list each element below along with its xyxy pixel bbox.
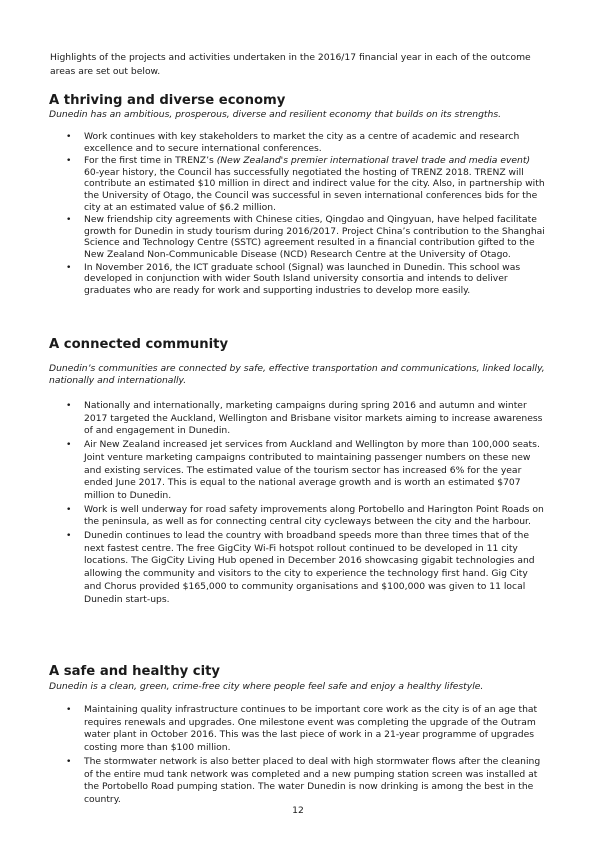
list-item-text: Air New Zealand increased jet services from Auckland and Wellington by more than 100,000 seats. Joint venture marketing campaigns contributed to maintaining passenger numbers on these new and existing services. The estimated value of the tourism sector has increased 6% for the year ended June 2017. This is equal to the national average growth and is worth an estimated $707 million to Dunedin.	[84, 439, 540, 501]
section-heading-safe: A safe and healthy city	[49, 664, 221, 679]
list-item-text: In November 2016, the ICT graduate school (Signal) was launched in Dunedin. This school was developed in conjunction with wider South Island university consortia and intends to deliver graduates who are ready for work and supporting industries to develop more easily.	[84, 261, 521, 296]
list-item	[66, 214, 546, 260]
list-item	[66, 530, 546, 606]
bullet-list-economy	[66, 131, 546, 297]
section-heading-economy: A thriving and diverse economy	[49, 93, 286, 108]
list-item	[66, 704, 546, 755]
list-item-text: Dunedin continues to lead the country with broadband speeds more than three times that of the next fastest centre. The free GigCity Wi-Fi hotspot rollout continued to be developed in 11 city locations. The GigCity Living Hub opened in December 2016 showcasing gigabit technologies and allowing the community and visitors to the city to experience the technology first hand. Gig City and Chorus provided $165,000 to community organisations and $100,000 was given to 11 local Dunedin start-ups.	[84, 530, 535, 605]
bullet-icon: •	[66, 261, 72, 273]
bullet-list-safe	[66, 704, 546, 808]
trenz-description: (New Zealand's premier international travel trade and media event)	[216, 155, 531, 167]
bullet-icon: •	[66, 400, 72, 411]
list-item	[66, 400, 546, 438]
section-subtitle-safe: Dunedin is a clean, green, crime-free city where people feel safe and enjoy a healthy lifestyle.	[49, 681, 484, 692]
list-item-text: The stormwater network is also better placed to deal with high stormwater flows after the cleaning of the entire mud tank network was completed and a new pumping station screen was installed at the Portobello Road pumping station. The water Dunedin is now drinking is among the best in the country.	[84, 755, 541, 805]
list-item-text: New friendship city agreements with Chinese cities, Qingdao and Qingyuan, have helped facilitate growth for Dunedin in study tourism during 2016/2017. Project China’s contribution to the Shanghai Science and Technology Centre (SSTC) agreement resulted in a financial contribution gifted to the New Zealand Non-Communicable Disease (NCD) Research Centre at the University of Otago.	[84, 214, 545, 260]
page-number: 12	[292, 805, 304, 816]
bullet-icon: •	[66, 755, 72, 767]
bullet-icon: •	[66, 131, 72, 142]
list-item	[66, 131, 546, 154]
list-item	[66, 155, 546, 213]
list-item-text: For the first time in TRENZ’s (New Zealand's premier international travel trade and media event) 60-year history, the Council has successfully negotiated the hosting of TRENZ 2018. TRENZ will contribute an estimated $10 million in direct and indirect value for the city. Also, in partnership with the University of Otago, the Council was successful in seven international conferences bids for the city at an estimated value of $6.2 million.	[84, 155, 545, 213]
section-subtitle-connected: Dunedin’s communities are connected by safe, effective transportation and communications, linked locally, nationally and internationally.	[49, 363, 545, 386]
list-item	[66, 756, 546, 807]
section-subtitle-economy: Dunedin has an ambitious, prosperous, diverse and resilient economy that builds on its strengths.	[49, 109, 502, 120]
bullet-list-connected	[66, 400, 546, 607]
bullet-icon: •	[66, 439, 72, 451]
bullet-icon: •	[66, 503, 72, 515]
list-item	[66, 504, 546, 529]
bullet-icon: •	[66, 155, 72, 167]
bullet-icon: •	[66, 214, 72, 226]
list-item	[66, 439, 546, 503]
list-item-text: Work is well underway for road safety improvements along Portobello and Harington Point Roads on the peninsula, as well as for connecting central city cycleways between the city and the harbour.	[84, 503, 544, 528]
list-item-text: Work continues with key stakeholders to market the city as a centre of academic and research excellence and to secure international conferences.	[84, 131, 520, 154]
list-item	[66, 262, 546, 297]
bullet-icon: •	[66, 704, 72, 715]
section-heading-connected: A connected community	[49, 337, 229, 352]
list-item-text: Nationally and internationally, marketing campaigns during spring 2016 and autumn and winter 2017 targeted the Auckland, Wellington and Brisbane visitor markets aiming to increase awareness of and engagement in Dunedin.	[84, 400, 543, 437]
bullet-icon: •	[66, 530, 72, 542]
list-item-text: Maintaining quality infrastructure continues to be important core work as the city is of an age that requires renewals and upgrades. One milestone event was completing the upgrade of the Outram water plant in October 2016. This was the last piece of work in a 21-year programme of upgrades costing more than $100 million.	[84, 704, 538, 754]
intro-paragraph: Highlights of the projects and activities undertaken in the 2016/17 financial year in each of the outcome areas are set out below.	[50, 52, 531, 77]
